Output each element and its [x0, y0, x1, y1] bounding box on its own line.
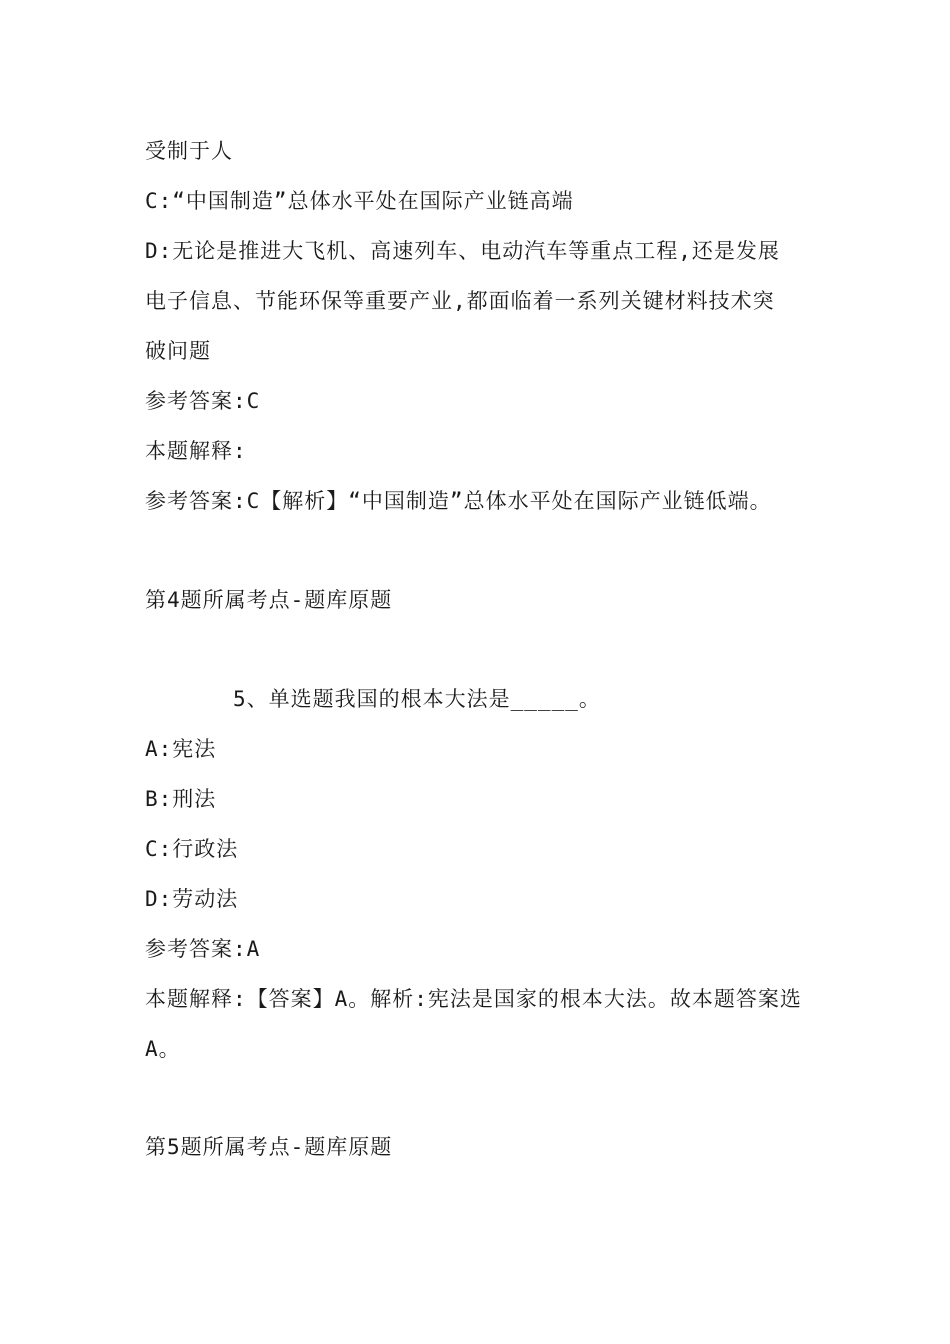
q5-option-d: D:劳动法: [145, 887, 239, 911]
q3-explanation-label: 本题解释:: [145, 439, 247, 463]
q3-option-b-continuation: 受制于人: [145, 139, 233, 163]
q5-option-c: C:行政法: [145, 837, 239, 861]
q5-stem: 5、单选题我国的根本大法是_____。: [233, 687, 601, 711]
q5-explanation-line2: A。: [145, 1037, 181, 1061]
q5-source: 第5题所属考点-题库原题: [145, 1135, 393, 1159]
q3-explanation: 参考答案:C【解析】“中国制造”总体水平处在国际产业链低端。: [145, 489, 772, 513]
q5-answer: 参考答案:A: [145, 937, 261, 961]
q3-answer: 参考答案:C: [145, 389, 261, 413]
q5-explanation-line1: 本题解释:【答案】A。解析:宪法是国家的根本大法。故本题答案选: [145, 987, 802, 1011]
q3-option-d-line2: 电子信息、节能环保等重要产业,都面临着一系列关键材料技术突: [145, 289, 775, 313]
q5-option-b: B:刑法: [145, 787, 217, 811]
q3-option-d-line1: D:无论是推进大飞机、高速列车、电动汽车等重点工程,还是发展: [145, 239, 780, 263]
q4-source: 第4题所属考点-题库原题: [145, 588, 393, 612]
q3-option-d-line3: 破问题: [145, 339, 211, 363]
q3-option-c: C:“中国制造”总体水平处在国际产业链高端: [145, 189, 574, 213]
q5-option-a: A:宪法: [145, 737, 217, 761]
